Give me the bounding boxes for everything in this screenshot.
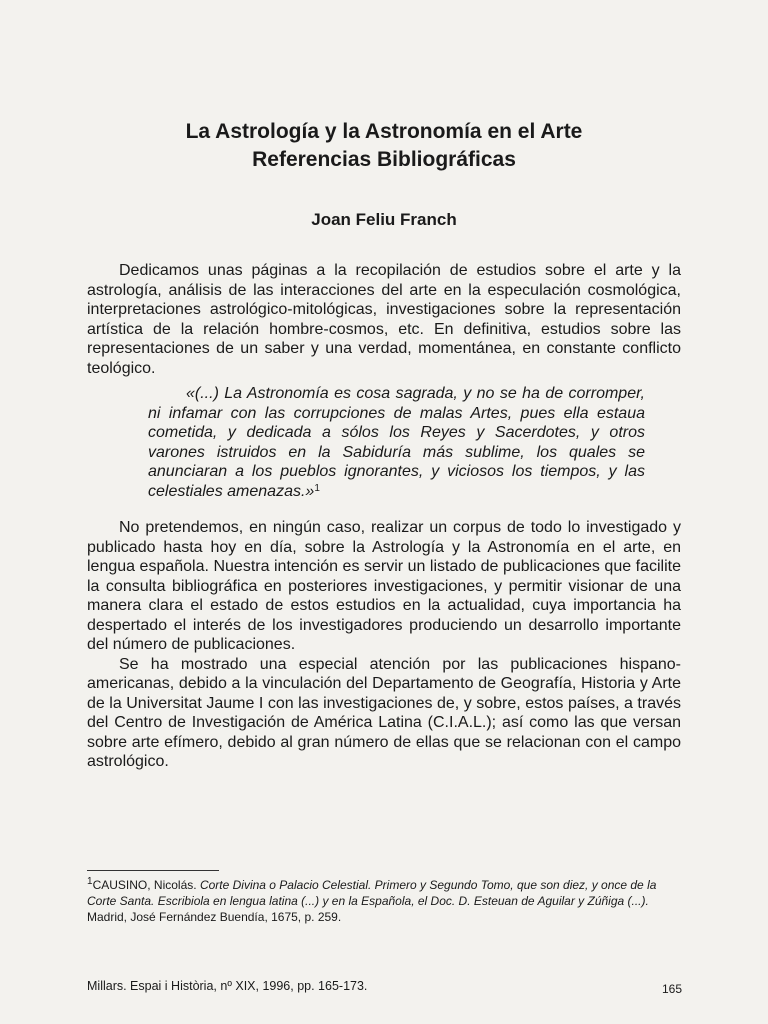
author-name: Joan Feliu Franch (311, 210, 457, 229)
footnote-publication: Madrid, José Fernández Buendía, 1675, p. 259. (87, 910, 342, 924)
intro-text: Dedicamos unas páginas a la recopilación de estudios sobre el arte y la astrología, análisis de las interacciones del arte en la especulación cosmológica, interpretaciones astrológico-mitológicas, investigaciones sobre la representación artística de la relación hombre-cosmos, etc. En definitiva, estudios sobre las representaciones de un saber y una verdad, momentánea, en constante conflicto teológico. (87, 262, 681, 377)
body-section (87, 518, 681, 772)
title-line-2: Referencias Bibliográficas (252, 148, 516, 171)
quote-text: «(...) La Astronomía es cosa sagrada, y no se ha de corromper, ni infamar con las corrupciones de malas Artes, pues ella estaua cometida, y dedicada a sólos los Reyes y Sacerdotes, y otros varones istruidos en la Sabiduría más sublime, los quales se anunciaran a los pueblos ignorantes, y viciosos los tiempos, y las celestiales amenazas.» (148, 385, 645, 500)
footnote (87, 877, 683, 925)
quote-paragraph (148, 384, 645, 501)
block-quote (148, 384, 645, 501)
footnote-divider (87, 870, 219, 871)
footnote-number: 1 (87, 876, 93, 887)
body-paragraph-2: No pretendemos, en ningún caso, realizar un corpus de todo lo investigado y publicado hasta hoy en día, sobre la Astrología y la Astronomía en el arte, en lengua española. Nuestra intención es servir un listado de publicaciones que facilite la consulta bibliográfica en posteriores investigaciones, y permitir visionar de una manera clara el estado de estos estudios en la actualidad, cuya importancia ha despertado el interés de los investigadores produciendo un desarrollo importante del número de publicaciones. (87, 519, 681, 653)
intro-paragraph (87, 261, 681, 378)
footnote-reference: 1 (314, 482, 320, 494)
page-number: 165 (661, 982, 682, 996)
body-paragraph-3: Se ha mostrado una especial atención por las publicaciones hispanoamericanas, debido a la vinculación del Departamento de Geografía, Historia y Arte de la Universitat Jaume I con las investigaciones de, y sobre, estos países, a través del Centro de Investigación de América Latina (C.I.A.L.); así como las que versan sobre arte efímero, debido al gran número de ellas que se relacionan con el campo astrológico. (87, 655, 681, 770)
footnote-author: CAUSINO, Nicolás. (92, 878, 197, 892)
journal-citation: Millars. Espai i Història, nº XIX, 1996, pp. 165-173. (87, 979, 368, 993)
title-line-1: La Astrología y la Astronomía en el Arte (185, 120, 583, 143)
footnote-paragraph (87, 877, 683, 925)
footnote-work-title: Corte Divina o Palacio Celestial. Primero y Segundo Tomo, que son diez, y once de la Corte Santa. Escribiola en lengua latina (...) y en la Española, el Doc. D. Esteuan de Aguilar y Zúñiga (...). (87, 878, 657, 908)
article-title (60, 118, 708, 174)
